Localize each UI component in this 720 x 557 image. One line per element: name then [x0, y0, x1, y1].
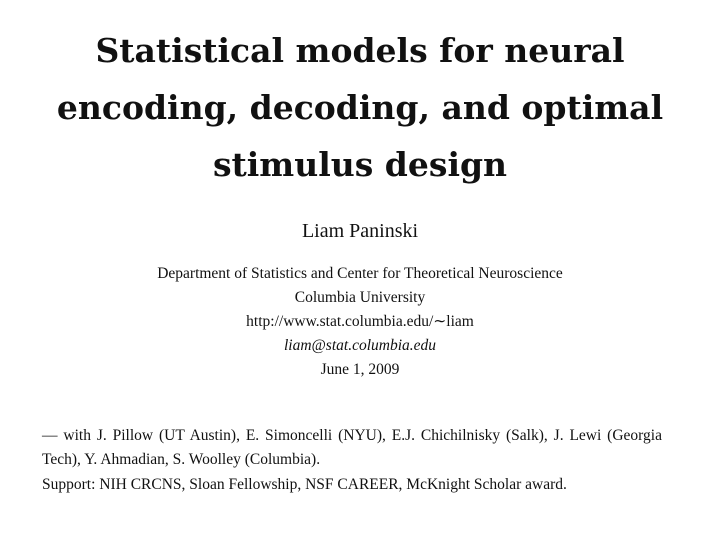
- support-note: Support: NIH CRCNS, Sloan Fellowship, NSF CAREER, McKnight Scholar award.: [42, 476, 567, 493]
- title-line: stimulus design: [212, 145, 508, 184]
- title-line: encoding, decoding, and optimal: [56, 88, 664, 127]
- paper-title: [20, 22, 700, 193]
- affiliation-block: [0, 262, 720, 382]
- title-line: Statistical models for neural: [95, 31, 625, 70]
- date: June 1, 2009: [320, 361, 400, 378]
- collaborators-note: — with J. Pillow (UT Austin), E. Simoncelli (NYU), E.J. Chichilnisky (Salk), J. Lewi (Georgia Tech), Y. Ahmadian, S. Woolley (Columbia).: [42, 427, 662, 468]
- university: Columbia University: [294, 289, 426, 306]
- homepage-url: http://www.stat.columbia.edu/∼liam: [246, 313, 474, 330]
- email-address: liam@stat.columbia.edu: [283, 337, 437, 354]
- department: Department of Statistics and Center for Theoretical Neuroscience: [157, 265, 563, 282]
- author-name: Liam Paninski: [301, 220, 419, 242]
